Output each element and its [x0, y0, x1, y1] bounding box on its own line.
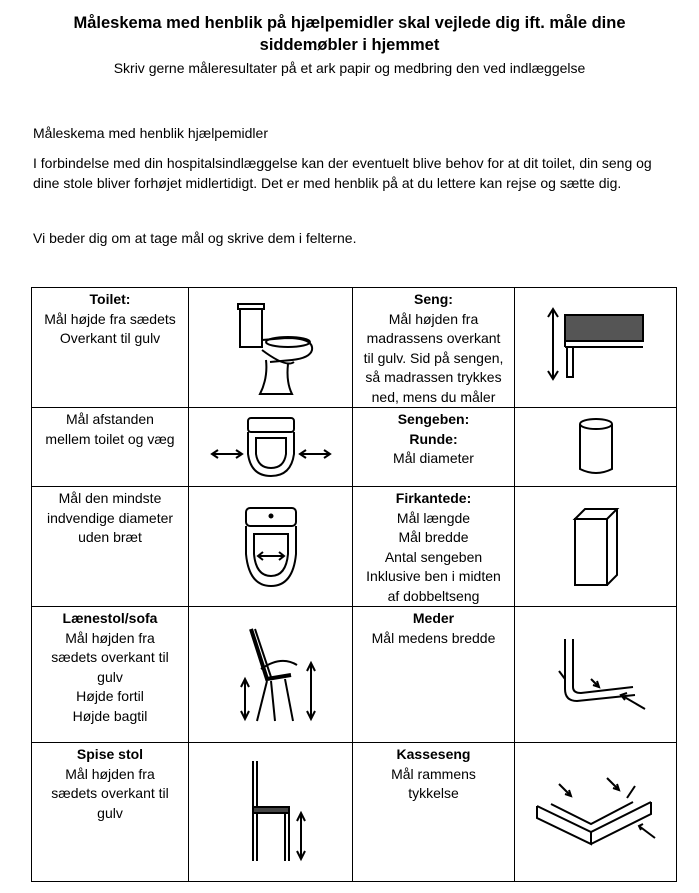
- rail-title: Meder: [412, 610, 455, 626]
- bed-frame-cell: [353, 743, 515, 882]
- square-title: Firkantede:: [395, 490, 472, 506]
- table-row: [32, 288, 677, 408]
- table-row: [32, 408, 677, 487]
- cell-line: Mål diameter: [393, 450, 474, 466]
- cell-line: Mål medens bredde: [371, 629, 496, 646]
- toilet-wall-distance-icon: [206, 414, 336, 480]
- square-bed-leg-icon: [571, 505, 621, 589]
- bed-leg-square-cell: [353, 487, 515, 607]
- dining-chair-title: Spise stol: [76, 746, 144, 762]
- cell-line: Overkant til gulv: [59, 330, 161, 346]
- table-row: [32, 743, 677, 882]
- cell-line: så madrassen trykkes: [365, 369, 502, 385]
- cell-line: Højde bagtil: [72, 707, 148, 724]
- cell-line: Mål bredde: [398, 529, 469, 545]
- toilet-cell: [32, 288, 189, 408]
- cell-line: Mål højden fra: [65, 629, 155, 646]
- rail-image-cell: [515, 607, 677, 743]
- cell-line: tykkelse: [408, 785, 459, 801]
- armchair-cell: [32, 607, 189, 743]
- cell-line: mellem toilet og væg: [45, 430, 175, 447]
- cell-line: gulv: [97, 668, 123, 685]
- table-row: [32, 487, 677, 607]
- title-line-1: Måleskema med henblik på hjælpemidler skal vejlede dig ift. måle dine: [73, 14, 626, 32]
- cell-line: sædets overkant til: [51, 785, 169, 801]
- toilet-diameter-image-cell: [189, 487, 353, 607]
- cell-line: Højde fortil: [76, 688, 144, 704]
- cell-line: Mål den mindste: [58, 490, 162, 506]
- cell-line: Mål højden fra: [388, 310, 479, 327]
- cell-line: af dobbeltseng: [387, 587, 480, 604]
- round-title: Runde:: [409, 430, 458, 447]
- toilet-wall-image-cell: [189, 408, 353, 487]
- round-leg-image-cell: [515, 408, 677, 487]
- intro-paragraph: I forbindelse med din hospitalsindlæggelse kan der eventuelt blive behov for at dit toilet, din seng og dine stole bliver forhøjet midlertidigt. Det er med henblik på at du lettere kan rejse og sætte dig.: [33, 155, 652, 191]
- dining-chair-image-cell: [189, 743, 353, 882]
- bed-height-icon: [541, 303, 651, 393]
- toilet-title: Toilet:: [89, 291, 131, 307]
- square-leg-image-cell: [515, 487, 677, 607]
- cell-line: Antal sengeben: [384, 548, 483, 565]
- title-line-2: siddemøbler i hjemmet: [259, 36, 440, 54]
- cell-line: madrassens overkant: [366, 330, 501, 346]
- toilet-image-cell: [189, 288, 353, 408]
- round-bed-leg-icon: [574, 415, 618, 479]
- armchair-image-cell: [189, 607, 353, 743]
- rail-cell: [353, 607, 515, 743]
- bed-image-cell: [515, 288, 677, 408]
- dining-chair-cell: [32, 743, 189, 882]
- measurement-table: [31, 287, 677, 882]
- table-row: [32, 607, 677, 743]
- toilet-wall-cell: [32, 408, 189, 487]
- cell-line: sædets overkant til: [51, 649, 169, 665]
- document-title: [0, 12, 699, 56]
- cell-line: indvendige diameter: [46, 509, 174, 526]
- request-paragraph: Vi beder dig om at tage mål og skrive dem i felterne.: [33, 230, 357, 246]
- cell-line: gulv: [97, 804, 123, 821]
- cell-line: Mål rammens: [391, 765, 476, 782]
- cell-line: til gulv. Sid på sengen,: [363, 349, 504, 366]
- armchair-title: Lænestol/sofa: [62, 610, 158, 626]
- bed-title: Seng:: [414, 291, 453, 307]
- document-subtitle: Skriv gerne måleresultater på et ark papir og medbring den ved indlæggelse: [113, 60, 586, 76]
- cell-line: Mål højde fra sædets: [44, 310, 176, 327]
- bed-cell: [353, 288, 515, 408]
- bed-frame-title: Kasseseng: [396, 746, 471, 762]
- section-heading: Måleskema med henblik hjælpemidler: [33, 125, 268, 141]
- toilet-inner-diameter-icon: [236, 504, 306, 590]
- dining-chair-height-icon: [231, 757, 311, 867]
- bed-frame-thickness-icon: [531, 772, 661, 852]
- armchair-height-icon: [221, 625, 321, 725]
- cell-line: Mål afstanden: [66, 411, 154, 427]
- cell-line: ned, mens du måler: [371, 388, 496, 405]
- cell-line: Mål længde: [396, 509, 471, 526]
- rail-width-icon: [541, 635, 651, 715]
- bed-leg-round-cell: [353, 408, 515, 487]
- bed-legs-title: Sengeben:: [397, 411, 470, 427]
- cell-line: Mål højden fra: [65, 765, 155, 782]
- cell-line: uden bræt: [78, 529, 142, 545]
- bed-frame-image-cell: [515, 743, 677, 882]
- cell-line: Inklusive ben i midten: [366, 568, 501, 584]
- toilet-side-icon: [226, 298, 316, 398]
- toilet-diameter-cell: [32, 487, 189, 607]
